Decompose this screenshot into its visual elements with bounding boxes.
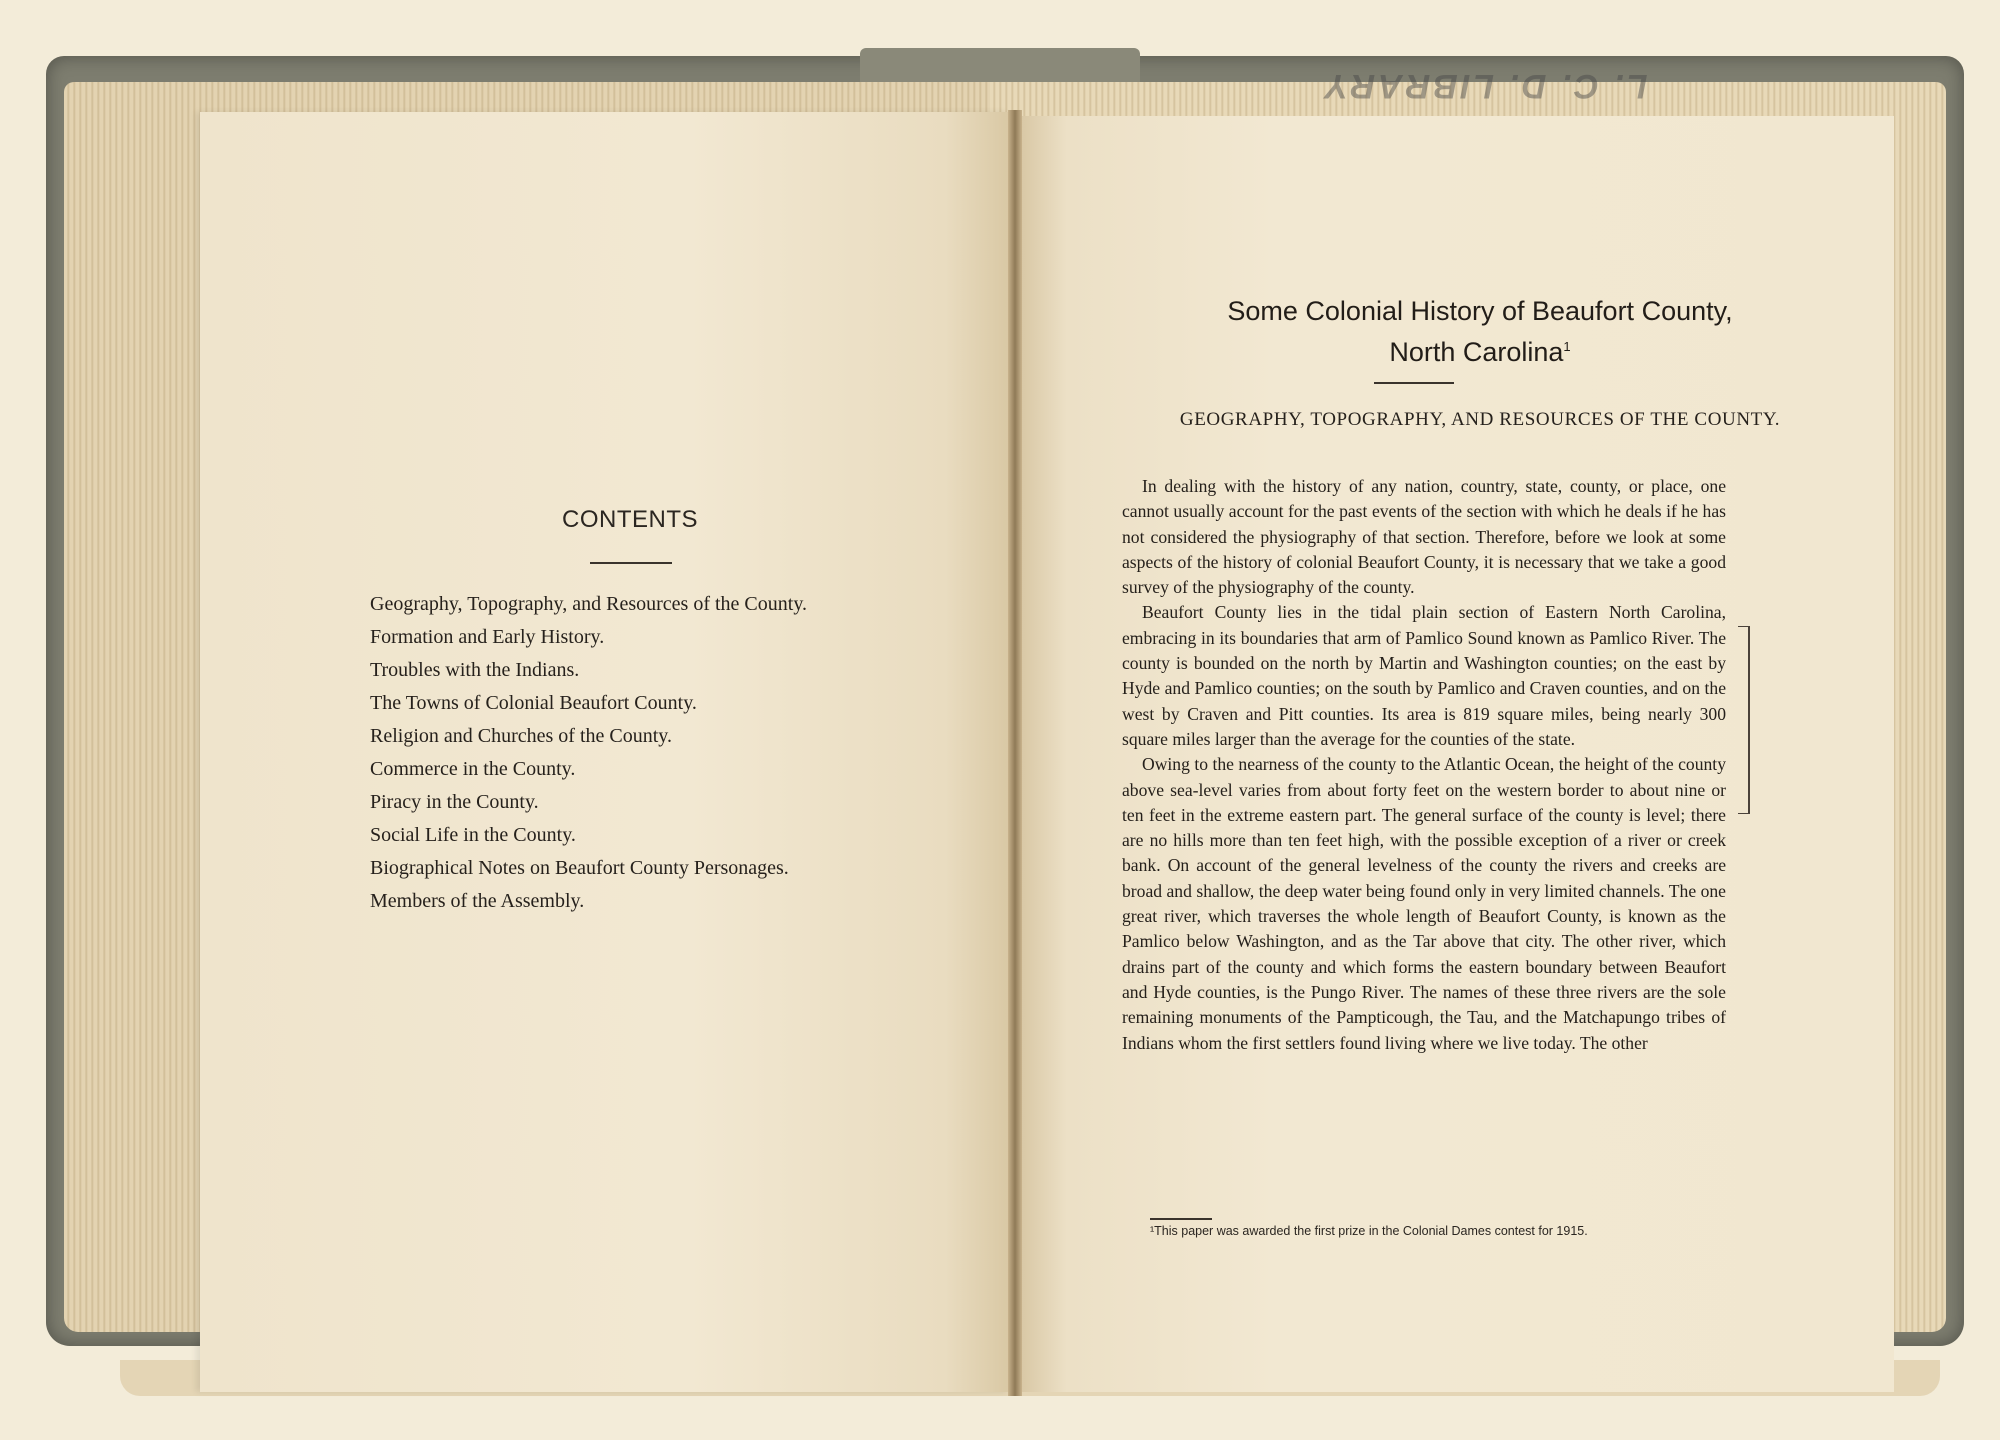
article-title-text: North Carolina xyxy=(1389,337,1564,367)
article-title-line2 xyxy=(1130,329,1830,370)
margin-bracket-mark xyxy=(1738,626,1750,814)
article-title xyxy=(1130,294,1830,370)
article-title-line1: Some Colonial History of Beaufort County, xyxy=(1227,296,1733,326)
contents-item: Social Life in the County. xyxy=(370,824,576,846)
title-rule xyxy=(1374,382,1454,384)
paragraph: Owing to the nearness of the county to the Atlantic Ocean, the height of the county above sea-level varies from about forty feet on the western border to about nine or ten feet in the extreme eastern part. The general surface of the county is level; there are no hills more than ten feet high, with the possible exception of a river or creek bank. On account of the general levelness of the county the rivers and creeks are broad and shallow, the deep water being found only in very limited channels. The one great river, which traverses the whole length of Beaufort County, is known as the Pamlico below Washington, and as the Tar above that city. The other river, which drains part of the county and which forms the eastern boundary between Beaufort and Hyde counties, is the Pungo River. The names of these three rivers are the sole remaining monuments of the Pampticough, the Tau, and the Matchapungo tribes of Indians whom the first settlers found living where we live today. The other xyxy=(1122,754,1726,1053)
contents-item: Commerce in the County. xyxy=(370,758,576,780)
contents-heading: CONTENTS xyxy=(562,506,698,533)
contents-item: Formation and Early History. xyxy=(370,626,605,648)
book-gutter xyxy=(1008,110,1022,1396)
contents-item: Religion and Churches of the County. xyxy=(370,725,672,747)
paragraph: Beaufort County lies in the tidal plain section of Eastern North Carolina, embracing in its boundaries that arm of Pamlico Sound known as Pamlico River. The county is bounded on the north by Martin and Washington counties; on the east by Hyde and Pamlico counties; on the south by Pamlico and Craven counties, and on the west by Craven and Pitt counties. Its area is 819 square miles, being nearly 300 square miles larger than the average for the counties of the state. xyxy=(1122,602,1726,749)
contents-list xyxy=(370,588,910,918)
paragraph: In dealing with the history of any nation, country, state, county, or place, one cannot usually account for the past events of the section with which he deals if he has not considered the physiography of that section. Therefore, before we look at some aspects of the history of colonial Beaufort County, it is necessary that we take a good survey of the physiography of the county. xyxy=(1122,476,1726,598)
contents-item: Geography, Topography, and Resources of the County. xyxy=(370,593,808,615)
footnote-marker: 1 xyxy=(1563,339,1571,354)
contents-item: Biographical Notes on Beaufort County Personages. xyxy=(370,857,789,879)
contents-item: The Towns of Colonial Beaufort County. xyxy=(370,692,697,714)
contents-item: Members of the Assembly. xyxy=(370,890,585,912)
section-heading: GEOGRAPHY, TOPOGRAPHY, AND RESOURCES OF THE COUNTY. xyxy=(1179,409,1781,430)
article-body xyxy=(1122,474,1726,1056)
contents-rule xyxy=(590,562,672,564)
footnote-rule xyxy=(1150,1218,1212,1220)
library-stamp: L. C. D. LIBRARY xyxy=(1322,67,1648,105)
contents-item: Troubles with the Indians. xyxy=(370,659,580,681)
contents-item: Piracy in the County. xyxy=(370,791,539,813)
footnote: ¹This paper was awarded the first prize in the Colonial Dames contest for 1915. xyxy=(1150,1224,1588,1238)
